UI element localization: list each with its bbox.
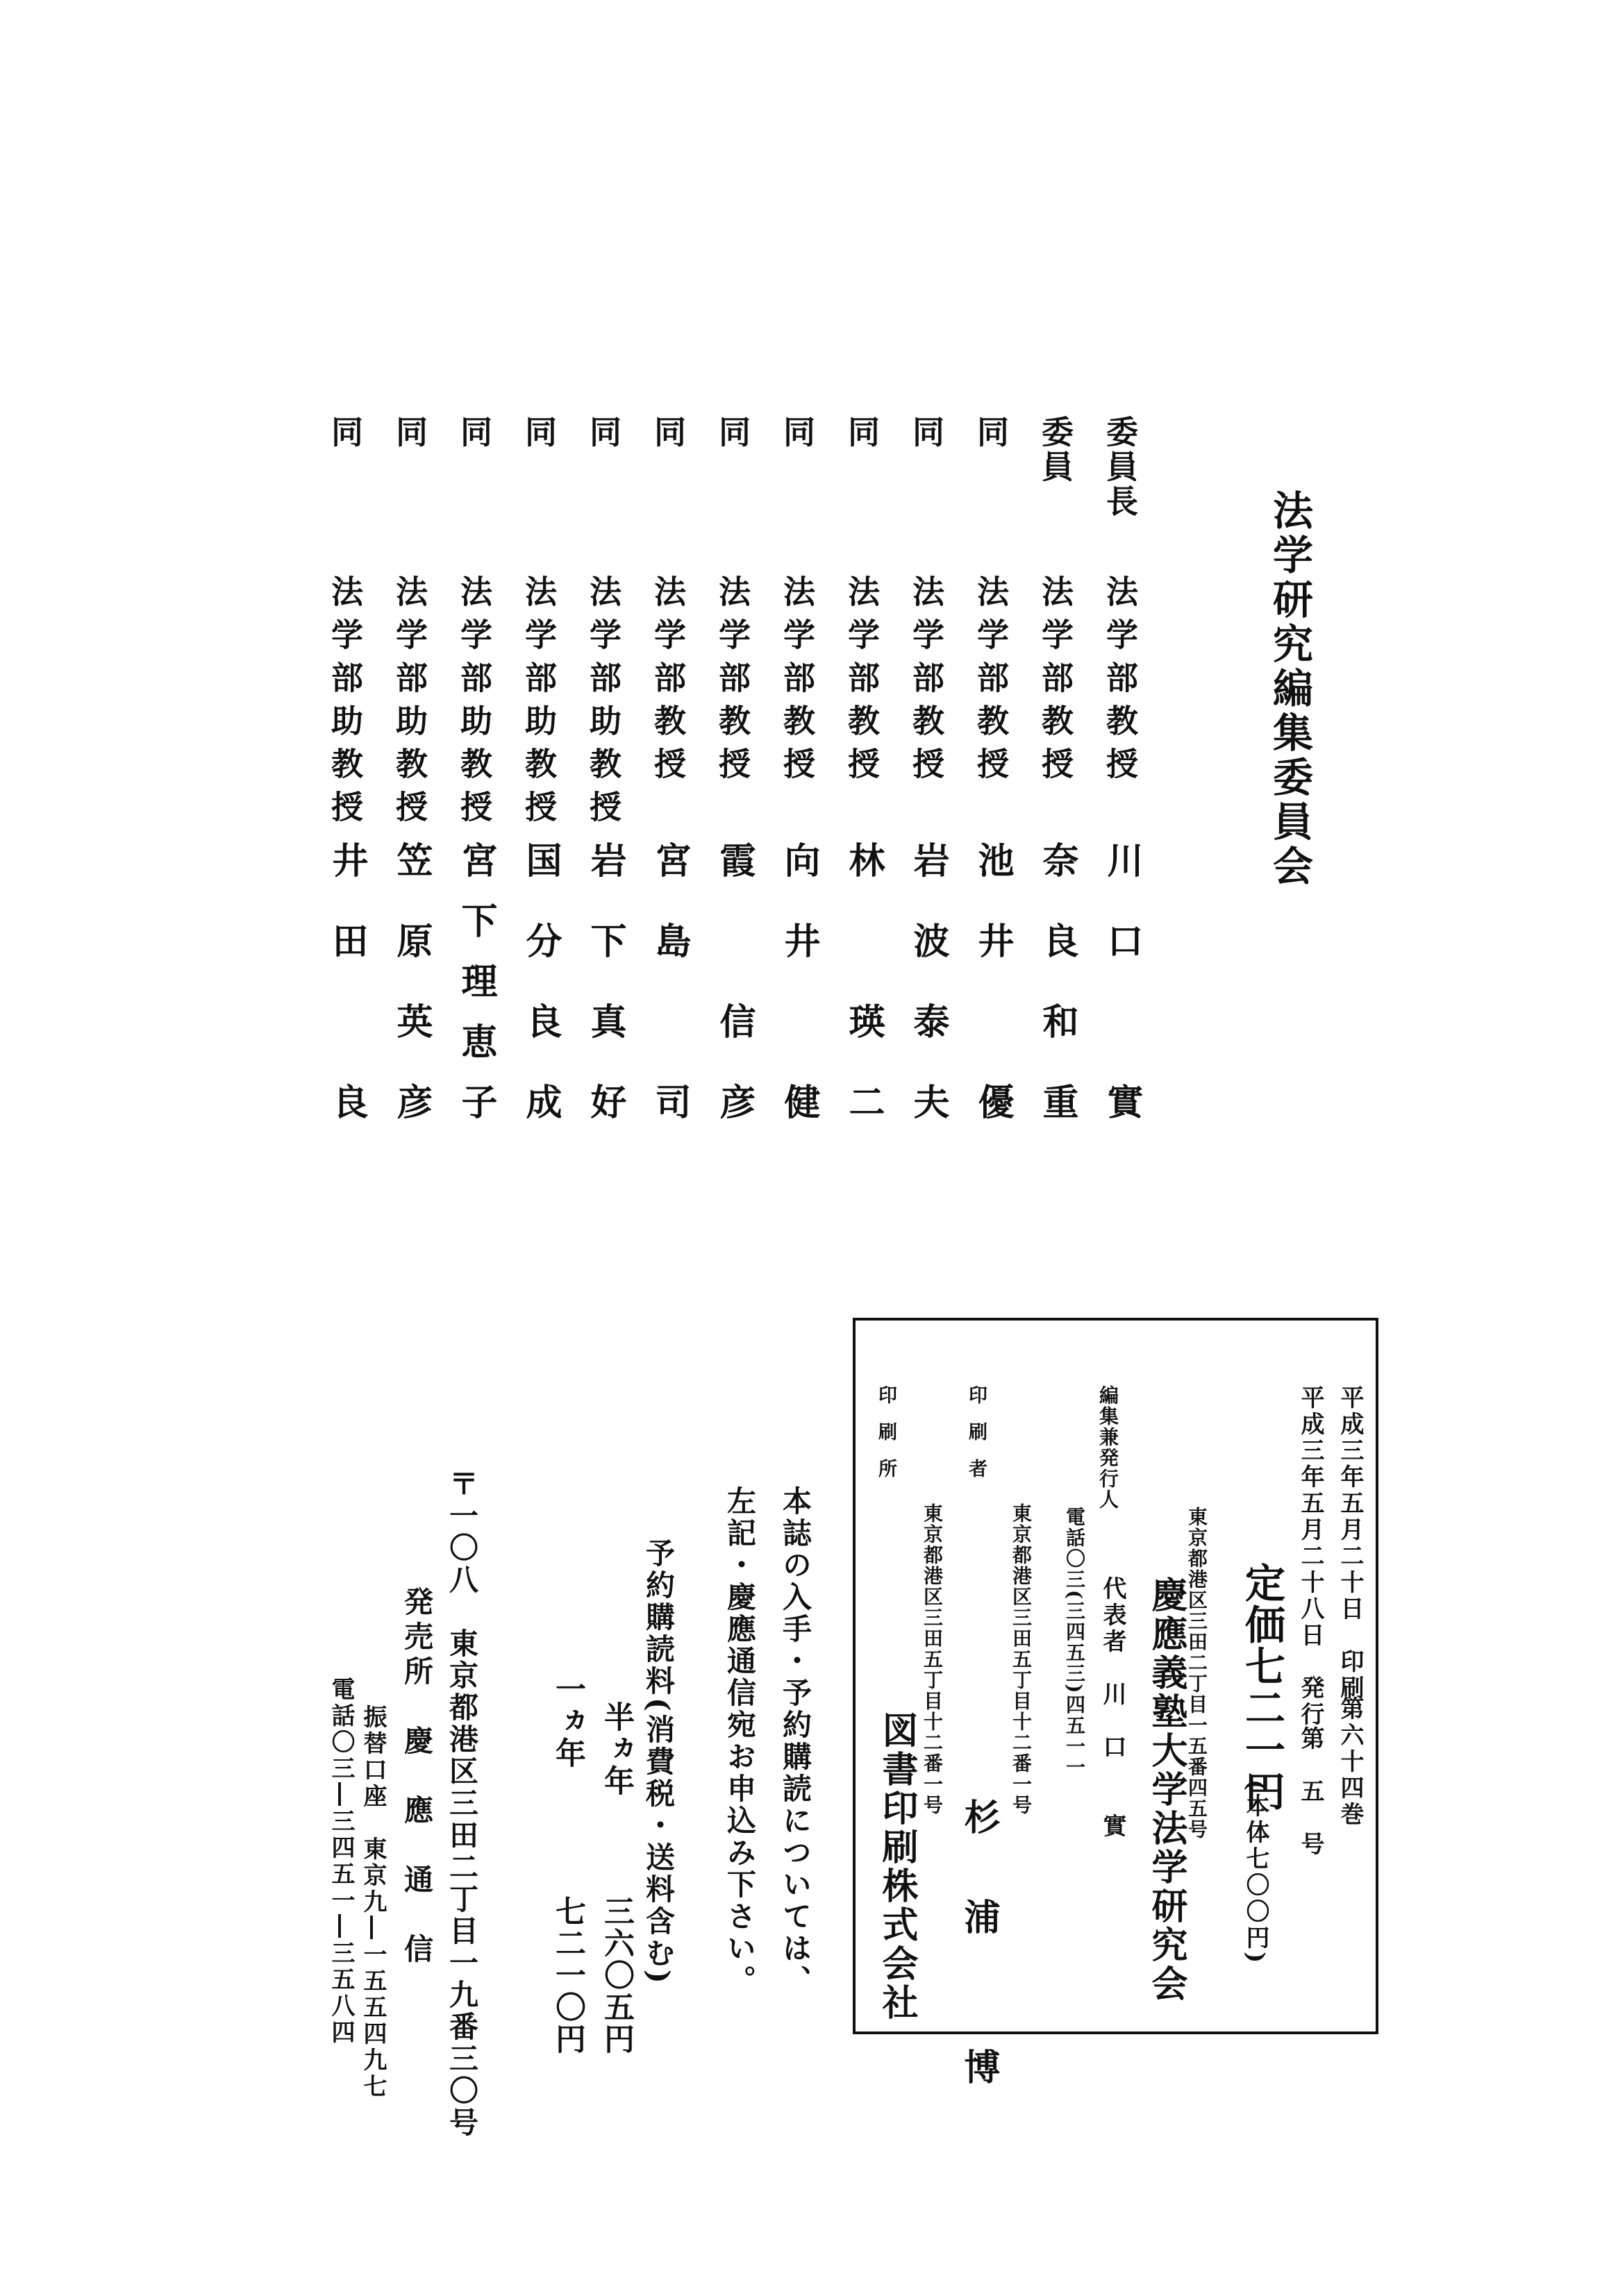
member-role: 同: [843, 415, 881, 450]
subscription-note-line2: 左記・慶應通信宛お申込み下さい。: [723, 1486, 757, 1997]
member-post: 法学部助教授: [520, 575, 558, 833]
member-name: 宮島 司: [649, 841, 691, 1119]
member-role: 委員: [1037, 415, 1074, 485]
member-name: 奈良和重: [1036, 841, 1078, 1119]
member-name: 宮下理恵子: [455, 841, 497, 1119]
member-post: 法学部教授: [1101, 575, 1139, 790]
printer-name: 杉 浦 博: [958, 1798, 1000, 2098]
member-name: 岩波泰夫: [907, 841, 949, 1119]
full-year-price: 七二一〇円: [550, 1895, 585, 2055]
member-name: 川口 實: [1101, 841, 1143, 1119]
member-role: 同: [972, 415, 1010, 450]
member-post: 法学部教授: [1037, 575, 1074, 790]
member-role: 同: [326, 415, 364, 450]
seller-phone: 電話〇三―三四五一―三五八四: [327, 1677, 355, 2046]
print-date: 平成三年五月二十日 印刷: [1336, 1385, 1364, 1702]
subscription-fee-label: 予約購読料(消費税・送料含む): [642, 1538, 676, 1986]
price: 定価七二一円: [1238, 1562, 1285, 1812]
member-post: 法学部助教授: [456, 575, 493, 833]
member-role: 同: [520, 415, 558, 450]
member-post: 法学部教授: [972, 575, 1010, 790]
member-role: 同: [585, 415, 622, 450]
printshop-address: 東京都港区三田五丁目十二番一号: [921, 1503, 944, 1816]
member-role: 同: [391, 415, 428, 450]
member-post: 法学部助教授: [326, 575, 364, 833]
member-post: 法学部教授: [843, 575, 881, 790]
member-name: 向井 健: [778, 841, 820, 1119]
member-role: 同: [456, 415, 493, 450]
printer-label: 印刷者: [965, 1385, 987, 1495]
seller-transfer: 振替口座 東京九―一五五四九七: [359, 1704, 387, 2100]
member-name: 笠原英彦: [390, 841, 433, 1119]
member-role: 委員長: [1101, 415, 1139, 519]
representative: 代表者 川 口 實: [1099, 1576, 1126, 1840]
member-name: 岩下真好: [584, 841, 626, 1119]
publish-date: 平成三年五月二十八日 発行: [1296, 1385, 1324, 1728]
editor-phone: 電話〇三(三四五三)四五一一: [1063, 1507, 1086, 1778]
member-name: 池井 優: [971, 841, 1014, 1119]
member-role: 同: [778, 415, 816, 450]
volume: 第六十四巻: [1336, 1696, 1364, 1828]
issue: 第 五 号: [1296, 1726, 1324, 1858]
member-role: 同: [908, 415, 945, 450]
half-year-price: 三六〇五円: [599, 1895, 634, 2055]
base-price: (本体七〇〇円): [1242, 1779, 1269, 1966]
member-post: 法学部教授: [649, 575, 687, 790]
member-post: 法学部助教授: [391, 575, 428, 833]
member-name: 井田 良: [326, 841, 368, 1119]
member-name: 霞 信彦: [713, 841, 756, 1119]
seller-address: 〒一〇八 東京都港区三田二丁目一九番三〇号: [445, 1468, 479, 2139]
member-role: 同: [649, 415, 687, 450]
member-post: 法学部助教授: [585, 575, 622, 833]
member-role: 同: [714, 415, 751, 450]
member-post: 法学部教授: [714, 575, 751, 790]
member-post: 法学部教授: [908, 575, 945, 790]
printshop-label: 印刷所: [875, 1385, 896, 1495]
full-year-label: 一ヵ年: [550, 1673, 585, 1769]
member-post: 法学部教授: [778, 575, 816, 790]
editor-org: 慶應義塾大学法学研究会: [1145, 1576, 1187, 2004]
editor-label: 編集兼発行人: [1096, 1385, 1119, 1510]
seller-name: 発売所 慶 應 通 信: [400, 1586, 434, 1968]
member-name: 国分良成: [519, 841, 562, 1119]
half-year-label: 半ヵ年: [599, 1701, 634, 1797]
committee-title: 法学研究編集委員会: [1266, 489, 1313, 889]
subscription-note-line1: 本誌の入手・予約購読については、: [778, 1486, 812, 1997]
printer-address: 東京都港区三田五丁目十二番一号: [1010, 1503, 1033, 1816]
editor-address: 東京都港区三田二丁目一五番四五号: [1185, 1507, 1208, 1840]
member-name: 林 瑛二: [842, 841, 885, 1119]
printshop-name: 図書印刷株式会社: [876, 1711, 918, 2022]
